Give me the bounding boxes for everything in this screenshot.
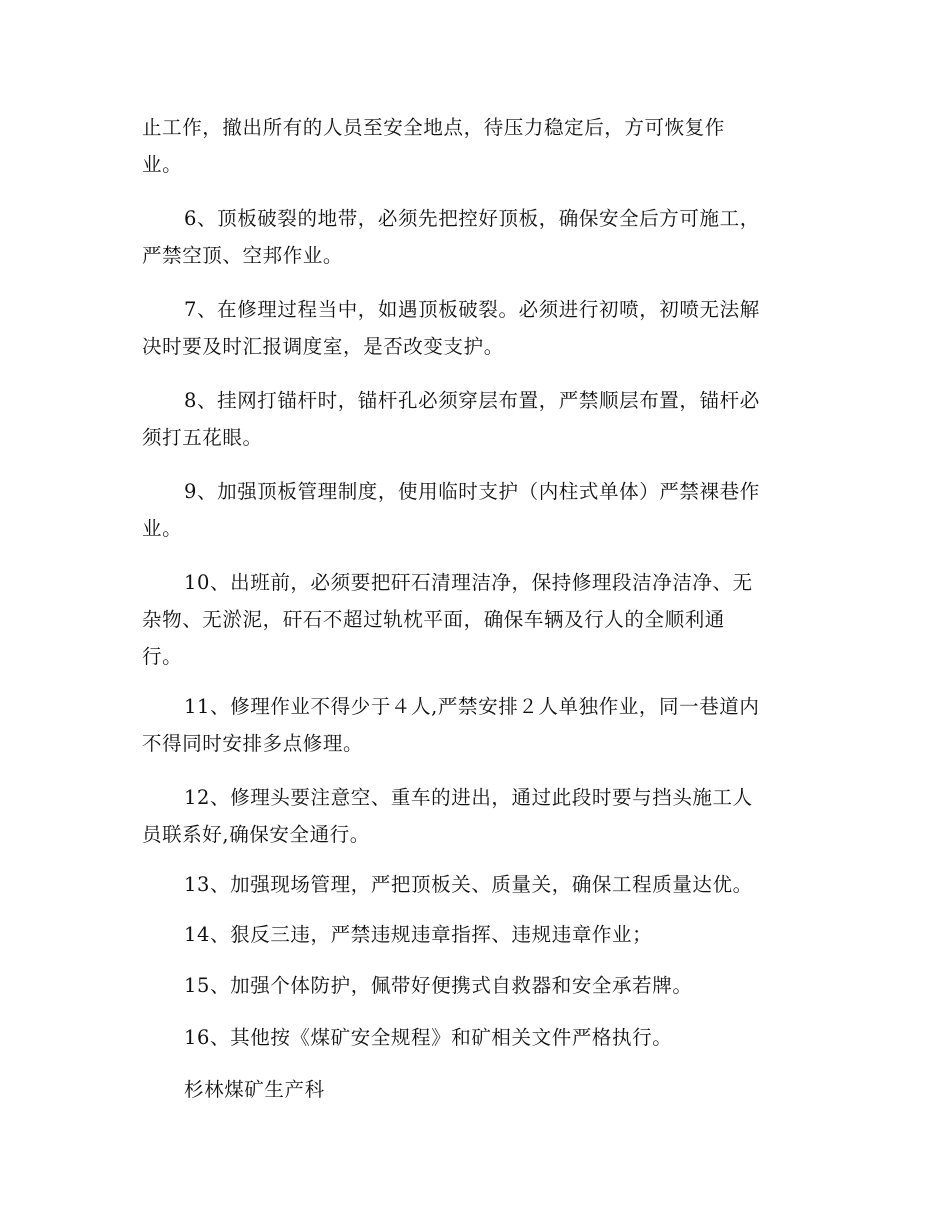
paragraph-line: 11、修理作业不得少于４人,严禁安排２人单独作业，同一巷道内 xyxy=(184,695,760,718)
paragraph-line: 16、其他按《煤矿安全规程》和矿相关文件严格执行。 xyxy=(184,1026,673,1049)
paragraph-line: 严禁空顶、空邦作业。 xyxy=(142,244,344,267)
paragraph-line: 业。 xyxy=(142,517,183,540)
paragraph-14 xyxy=(142,916,832,953)
paragraph-line: 15、加强个体防护，佩带好便携式自救器和安全承若牌。 xyxy=(184,974,693,997)
paragraph-13 xyxy=(142,866,832,903)
paragraph-10 xyxy=(142,564,832,675)
signature xyxy=(142,1071,832,1108)
paragraph-12 xyxy=(142,779,832,853)
paragraph-line: 10、出班前，必须要把矸石清理洁净，保持修理段洁净洁净、无 xyxy=(184,571,753,594)
signature-text: 杉林煤矿生产科 xyxy=(184,1078,325,1101)
paragraph-7 xyxy=(142,291,832,365)
paragraph-line: 13、加强现场管理，严把顶板关、质量关，确保工程质量达优。 xyxy=(184,873,753,896)
paragraph-line: 不得同时安排多点修理。 xyxy=(142,732,364,755)
paragraph-5-continued xyxy=(142,109,832,183)
paragraph-line: 止工作，撤出所有的人员至安全地点，待压力稳定后，方可恢复作 xyxy=(142,116,725,139)
paragraph-line: 业。 xyxy=(142,153,183,176)
paragraph-line: 行。 xyxy=(142,645,183,668)
paragraph-9 xyxy=(142,473,832,547)
paragraph-6 xyxy=(142,200,832,274)
paragraph-8 xyxy=(142,382,832,456)
paragraph-15 xyxy=(142,967,832,1004)
paragraph-11 xyxy=(142,688,832,762)
paragraph-line: 8、挂网打锚杆时，锚杆孔必须穿层布置，严禁顺层布置，锚杆必 xyxy=(184,389,760,412)
paragraph-16 xyxy=(142,1019,832,1056)
paragraph-line: 须打五花眼。 xyxy=(142,426,263,449)
paragraph-line: 杂物、无淤泥，矸石不超过轨枕平面，确保车辆及行人的全顺利通 xyxy=(142,608,725,631)
paragraph-line: 决时要及时汇报调度室，是否改变支护。 xyxy=(142,335,504,358)
paragraph-line: 12、修理头要注意空、重车的进出，通过此段时要与挡头施工人 xyxy=(184,786,753,809)
paragraph-line: 6、顶板破裂的地带，必须先把控好顶板，确保安全后方可施工， xyxy=(184,207,760,230)
paragraph-line: 14、狠反三违，严禁违规违章指挥、违规违章作业； xyxy=(184,923,653,946)
paragraph-line: 7、在修理过程当中，如遇顶板破裂。必须进行初喷，初喷无法解 xyxy=(184,298,760,321)
paragraph-line: 9、加强顶板管理制度，使用临时支护（内柱式单体）严禁裸巷作 xyxy=(184,480,760,503)
paragraph-line: 员联系好,确保安全通行。 xyxy=(142,823,370,846)
